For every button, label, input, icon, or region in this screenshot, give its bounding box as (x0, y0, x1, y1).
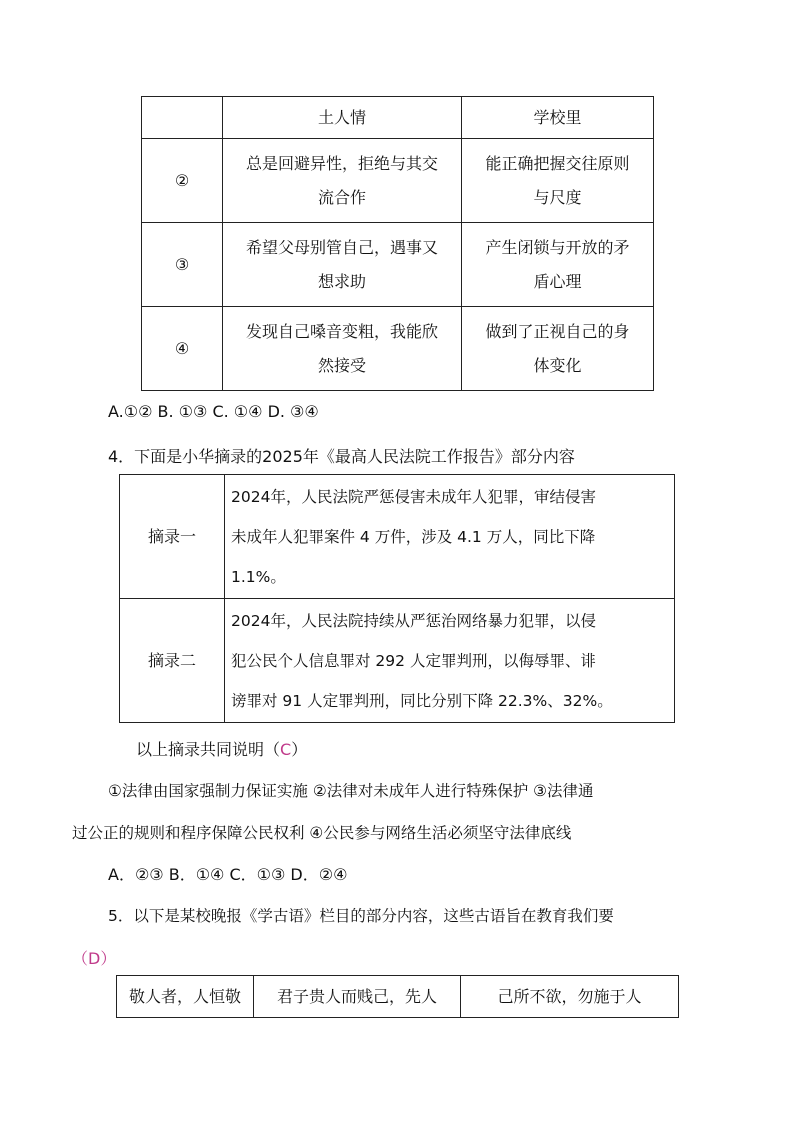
q4-prompt-end: ） (291, 740, 308, 759)
q4-statements-1: ①法律由国家强制力保证实施 ②法律对未成年人进行特殊保护 ③法律通 (108, 782, 594, 800)
excerpt-line: 未成年人犯罪案件 4 万件，涉及 4.1 万人，同比下降 (231, 527, 596, 546)
q5-answer-close: ） (100, 949, 117, 968)
q4-options: A．②③ B．①④ C．①③ D．②④ (108, 865, 348, 884)
excerpt-line: 谤罪对 91 人定罪判刑，同比分别下降 22.3%、32%。 (231, 691, 613, 710)
cell-line: 产生闭锁与开放的矛 (485, 237, 630, 257)
table-cell (462, 223, 654, 307)
table-cell (462, 139, 654, 223)
cell-line: 做到了正视自己的身 (485, 321, 630, 341)
cell-line: 希望父母别管自己，遇事又 (245, 237, 438, 257)
table-row-num: ④ (142, 307, 223, 391)
cell-line: 能正确把握交往原则 (485, 153, 630, 173)
cell-line: 发现自己嗓音变粗，我能欣 (245, 321, 438, 341)
cell-line: 与尺度 (533, 187, 582, 207)
cell-line: 想求助 (317, 271, 366, 291)
cell-line: 流合作 (317, 187, 366, 207)
table-cell (223, 223, 462, 307)
excerpt-line: 2024年，人民法院严惩侵害未成年人犯罪，审结侵害 (231, 487, 596, 506)
q3-options: A.①② B. ①③ C. ①④ D. ③④ (108, 402, 319, 421)
q4-stem: 4．下面是小华摘录的2025年《最高人民法院工作报告》部分内容 (108, 447, 575, 466)
q5-answer-line (72, 946, 116, 969)
cell-line: 盾心理 (533, 271, 582, 291)
table-excerpts (119, 474, 675, 723)
q5-answer-open: （ (72, 949, 89, 968)
table-relations (141, 96, 654, 391)
cell-line: 总是回避异性，拒绝与其交 (245, 153, 438, 173)
table-quotes (116, 975, 679, 1018)
table-header-col1: 土人情 (223, 97, 462, 139)
q4-statements-2: 过公正的规则和程序保障公民权利 ④公民参与网络生活必须坚守法律底线 (72, 824, 572, 842)
cell-line: 体变化 (533, 355, 582, 375)
excerpt-label: 摘录二 (120, 599, 225, 723)
q4-answer: C (280, 740, 292, 759)
q4-prompt-text: 以上摘录共同说明（ (136, 740, 281, 759)
excerpt-line: 犯公民个人信息罪对 292 人定罪判刑，以侮辱罪、诽 (231, 651, 596, 670)
excerpt-content (225, 599, 675, 723)
q4-prompt (136, 737, 307, 760)
table-row-num: ② (142, 139, 223, 223)
excerpt-line: 1.1%。 (231, 567, 286, 586)
quote-cell: 敬人者，人恒敬 (117, 976, 254, 1018)
table-cell (223, 139, 462, 223)
excerpt-content (225, 475, 675, 599)
excerpt-label: 摘录一 (120, 475, 225, 599)
quote-cell: 君子贵人而贱己，先人 (254, 976, 461, 1018)
table-header-empty (142, 97, 223, 139)
quote-cell: 己所不欲，勿施于人 (461, 976, 679, 1018)
q5-answer: D (88, 949, 101, 968)
excerpt-line: 2024年，人民法院持续从严惩治网络暴力犯罪，以侵 (231, 611, 596, 630)
q5-stem: 5．以下是某校晚报《学古语》栏目的部分内容，这些古语旨在教育我们要 (108, 907, 614, 925)
cell-line: 然接受 (317, 355, 366, 375)
table-header-col2: 学校里 (462, 97, 654, 139)
table-cell (462, 307, 654, 391)
table-row-num: ③ (142, 223, 223, 307)
table-cell (223, 307, 462, 391)
